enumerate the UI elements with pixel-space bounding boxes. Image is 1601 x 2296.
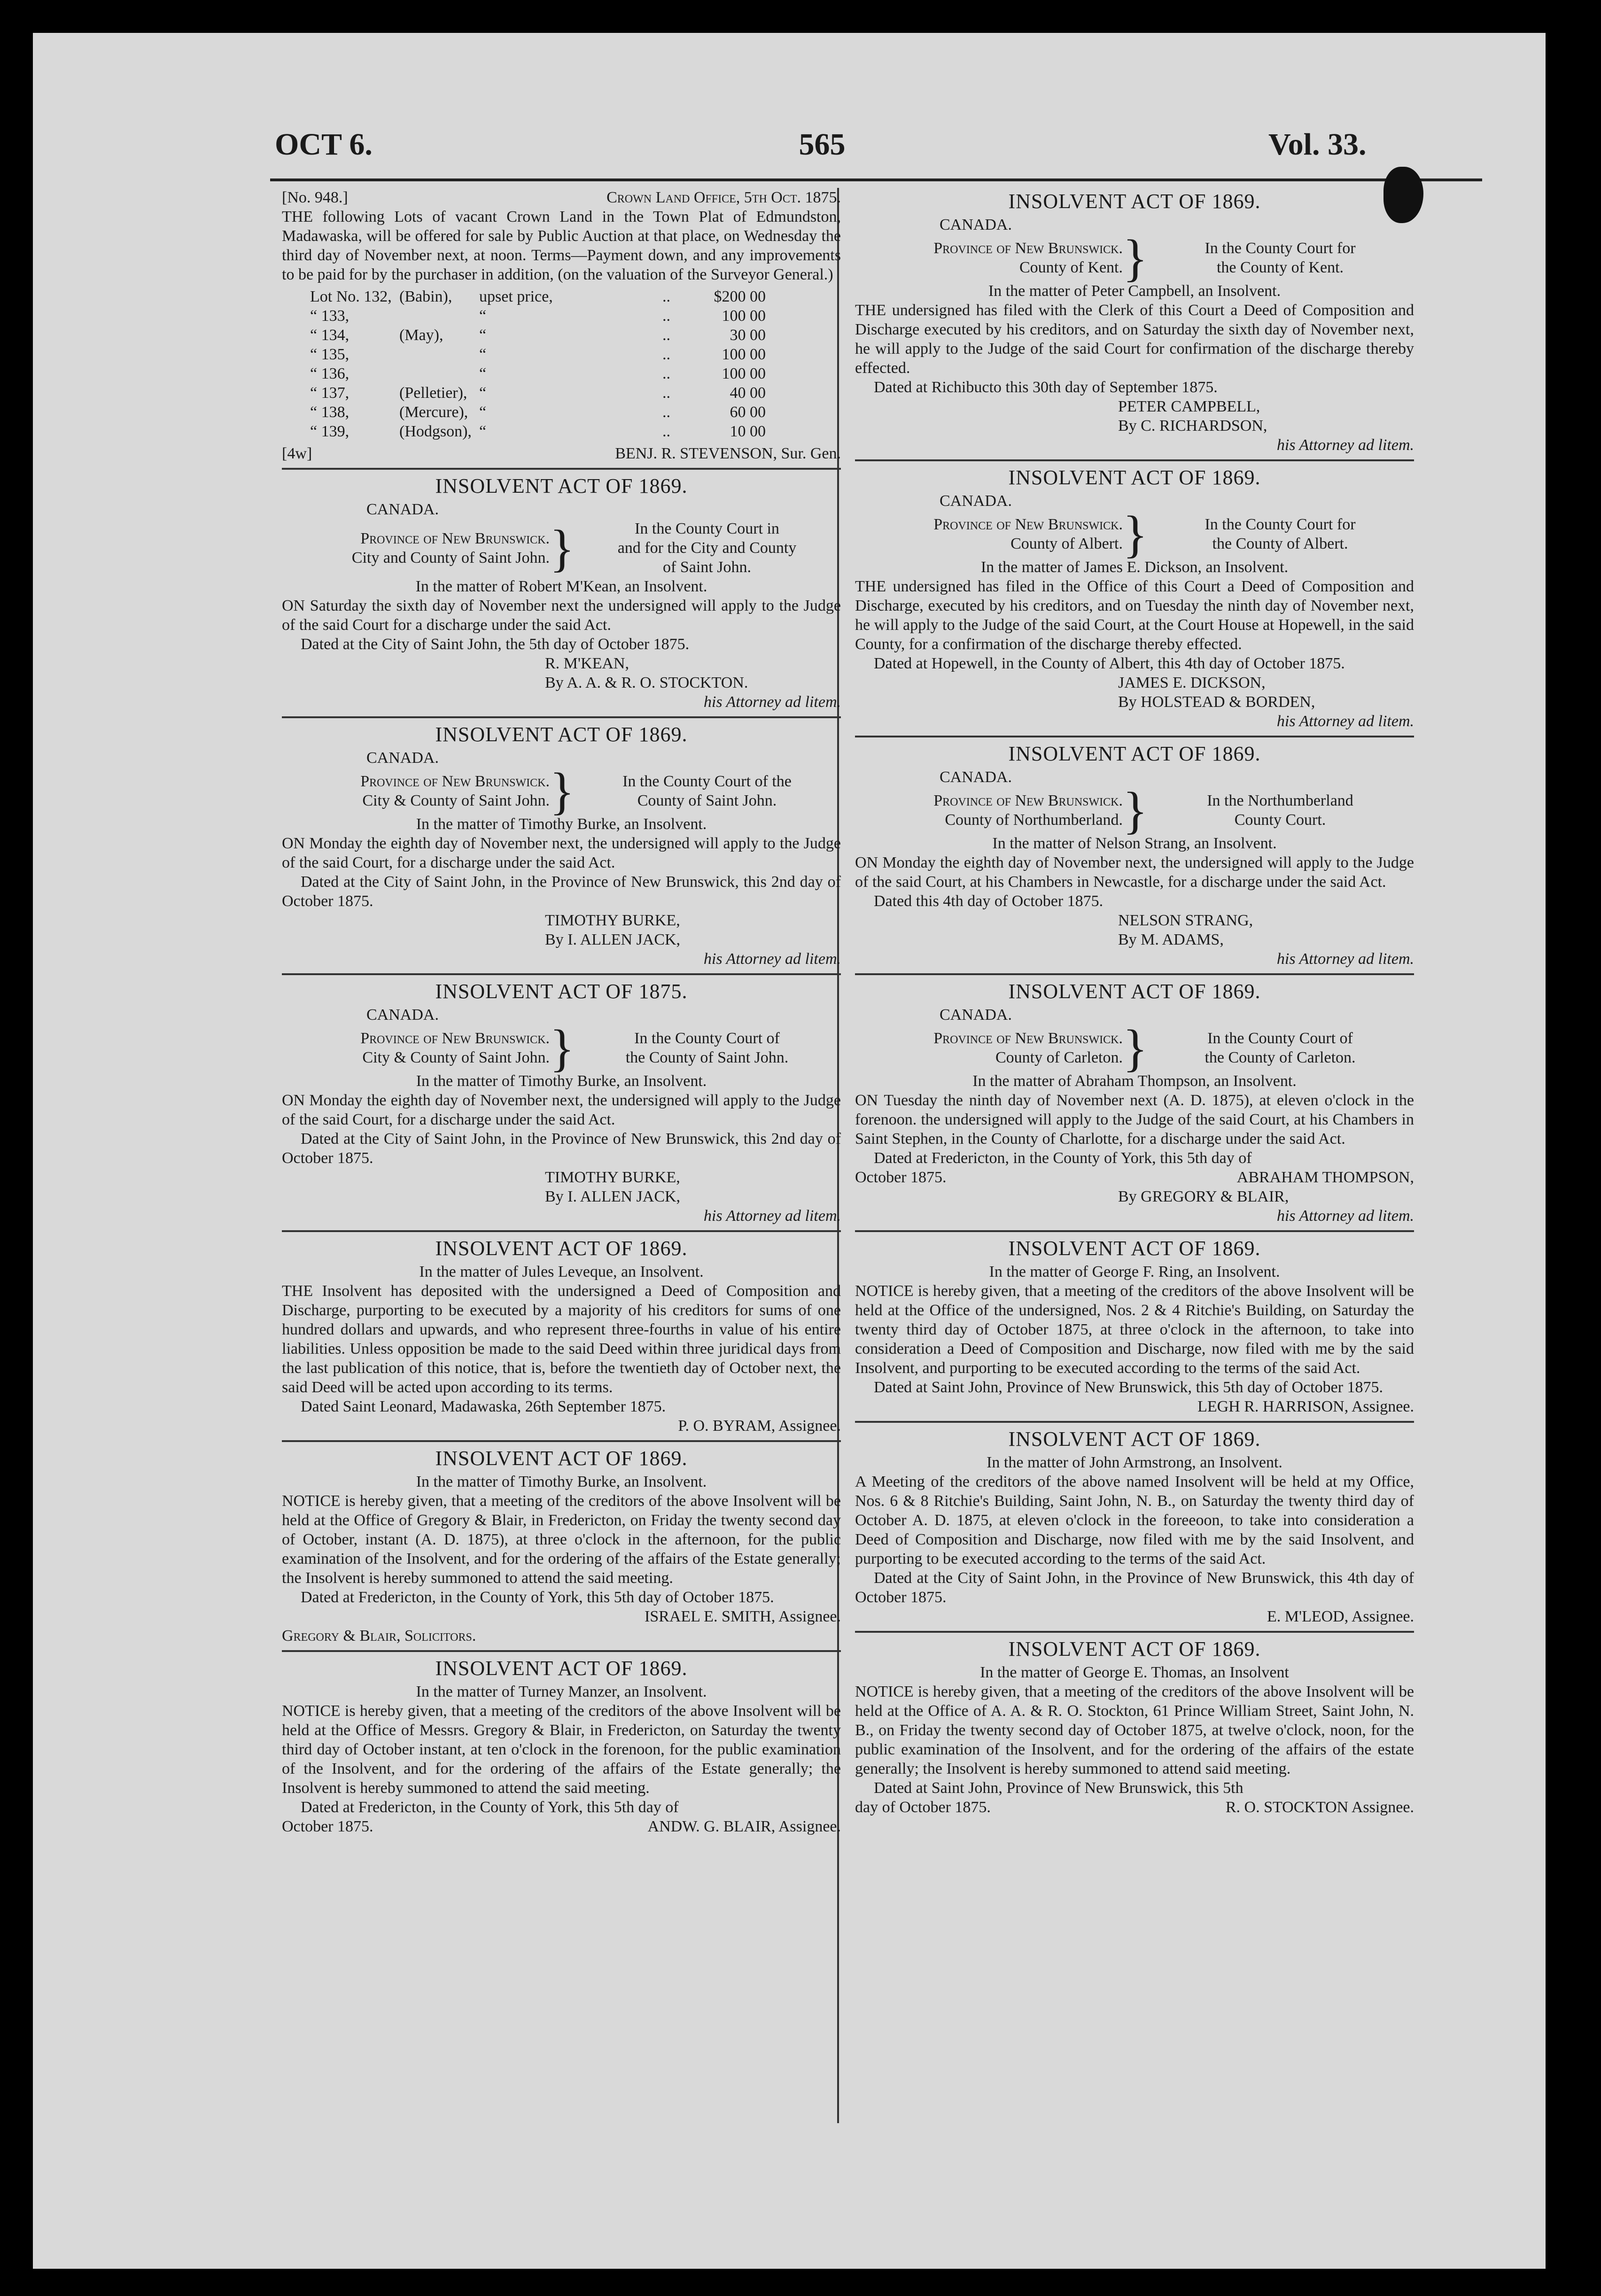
- notice-body: THE following Lots of vacant Crown Land in the Town Plat of Edmundston, Madawaska, will be offered for sale by Public Auction at that place, on Wednesday the third day of November next, at noon. Terms—Payment down, and any improvements to be paid for by the purchaser in addition, (on the valuation of the Surveyor General.): [282, 208, 841, 283]
- insolvent-notice: [282, 1445, 841, 1652]
- notice-title: INSOLVENT ACT OF 1869.: [435, 1657, 688, 1680]
- dated-line: Dated at Richibucto this 30th day of September 1875.: [874, 379, 1218, 396]
- court-block: Province of New Brunswick. County of Kent. } In the County Court for the County of Kent.: [933, 229, 1356, 287]
- solicitors-line: Gregory & Blair, Solicitors.: [282, 1627, 476, 1644]
- right-column: [855, 188, 1414, 1824]
- notice-title: INSOLVENT ACT OF 1869.: [1008, 980, 1261, 1003]
- matter-line: In the matter of Peter Campbell, an Insolvent.: [988, 282, 1281, 300]
- attorney-line: his Attorney ad litem.: [1276, 713, 1414, 730]
- by-line: By I. ALLEN JACK,: [545, 1188, 681, 1205]
- notice-title: INSOLVENT ACT OF 1869.: [1008, 1637, 1261, 1660]
- notice-body: A Meeting of the creditors of the above named Insolvent will be held at my Office, Nos. 6 & 8 Ritchie's Building, Saint John, N. B., on Saturday the twenty third day of October A. D. 1875, at eleven o'clock in the foreeoon, to take into consideration a Deed of Composition and Discharge, now filed with me by the said Insolvent, and purporting to be executed according to the terms of the said Act.: [855, 1473, 1414, 1567]
- notice-title: INSOLVENT ACT OF 1869.: [435, 474, 688, 497]
- attorney-line: his Attorney ad litem.: [703, 950, 841, 968]
- dated-line: Dated at the City of Saint John, in the Province of New Brunswick, this 2nd day of October 1875.: [282, 873, 841, 910]
- signature: TIMOTHY BURKE,: [545, 1169, 680, 1186]
- insolvent-notice: [282, 1235, 841, 1442]
- header-rule: [270, 178, 1482, 181]
- attorney-line: his Attorney ad litem.: [1276, 950, 1414, 968]
- attorney-line: his Attorney ad litem.: [703, 693, 841, 711]
- notice-body: THE undersigned has filed in the Office of this Court a Deed of Composition and Discharge, executed by his creditors, and on Tuesday the ninth day of November next, he will apply to the Judge of the said Court, at the Court House at Hopewell, in the said County, for a confirmation of the discharge thereby effected.: [855, 578, 1414, 653]
- volume-number: Vol. 33.: [1268, 127, 1367, 162]
- header-date: OCT 6.: [275, 127, 373, 162]
- insolvent-notice: [855, 188, 1414, 461]
- matter-line: In the matter of George E. Thomas, an Insolvent: [980, 1664, 1289, 1681]
- court-block: Province of New Brunswick. County of Northumberland. } In the Northumberland County Court.: [933, 782, 1353, 839]
- notice-title: INSOLVENT ACT OF 1869.: [1008, 1237, 1261, 1260]
- matter-line: In the matter of Abraham Thompson, an Insolvent.: [972, 1072, 1297, 1090]
- dated-line: Dated at Saint John, Province of New Brunswick, this 5th: [874, 1779, 1243, 1797]
- canada-label: CANADA.: [940, 768, 1012, 786]
- matter-line: In the matter of James E. Dickson, an Insolvent.: [980, 558, 1289, 576]
- lot-row: “ 134, (May), “ .. 30 00: [310, 326, 766, 344]
- insolvent-notice: [855, 740, 1414, 975]
- signature: NELSON STRANG,: [1118, 912, 1253, 929]
- lots-table: [310, 287, 841, 441]
- dated-line: Dated at Fredericton, in the County of York, this 5th day of October 1875.: [301, 1589, 774, 1606]
- court-block: Province of New Brunswick. County of Carleton. } In the County Court of the County of Carleton.: [933, 1019, 1356, 1077]
- by-line: By C. RICHARDSON,: [1118, 417, 1267, 434]
- notice-number: [No. 948.]: [282, 189, 348, 206]
- notice-body: ON Monday the eighth day of November next, the undersigned will apply to the Judge of the said Court, for a discharge under the said Act.: [282, 835, 841, 871]
- signature: LEGH R. HARRISON, Assignee.: [1197, 1398, 1414, 1415]
- canada-label: CANADA.: [940, 1006, 1012, 1024]
- insolvent-notice: [855, 978, 1414, 1232]
- by-line: By M. ADAMS,: [1118, 931, 1224, 948]
- insolvent-notice: [282, 721, 841, 975]
- notice-title: INSOLVENT ACT OF 1869.: [435, 723, 688, 746]
- dated-line: Dated at the City of Saint John, in the Province of New Brunswick, this 4th day of October 1875.: [855, 1569, 1414, 1606]
- matter-line: In the matter of Nelson Strang, an Insolvent.: [992, 835, 1277, 852]
- dated-line: Dated at Fredericton, in the County of York, this 5th day of: [301, 1799, 679, 1816]
- attorney-line: his Attorney ad litem.: [703, 1207, 841, 1225]
- dated-line: Dated at Hopewell, in the County of Albert, this 4th day of October 1875.: [874, 655, 1345, 672]
- court-block: Province of New Brunswick. City & County of Saint John. } In the County Court of the County of Saint John.: [360, 762, 792, 820]
- canada-label: CANADA.: [366, 1006, 439, 1024]
- insertion-code: [4w]: [282, 445, 312, 462]
- insolvent-notice: [855, 464, 1414, 737]
- lot-row: “ 138, (Mercure), “ .. 60 00: [310, 403, 766, 421]
- dated-line: Dated at Saint John, Province of New Brunswick, this 5th day of October 1875.: [874, 1379, 1383, 1396]
- signature: ISRAEL E. SMITH, Assignee.: [644, 1608, 841, 1625]
- canada-label: CANADA.: [366, 749, 439, 767]
- signature: PETER CAMPBELL,: [1118, 398, 1260, 415]
- lot-row: “ 137, (Pelletier), “ .. 40 00: [310, 384, 766, 402]
- signature: R. O. STOCKTON Assignee.: [1225, 1799, 1414, 1816]
- by-line: By HOLSTEAD & BORDEN,: [1118, 693, 1315, 711]
- notice-title: INSOLVENT ACT OF 1869.: [435, 1237, 688, 1260]
- by-line: By A. A. & R. O. STOCKTON.: [545, 674, 748, 691]
- lot-row: “ 133, “ .. 100 00: [310, 307, 766, 325]
- notice-title: INSOLVENT ACT OF 1869.: [1008, 190, 1261, 213]
- canada-label: CANADA.: [366, 501, 439, 518]
- dated-line: Dated this 4th day of October 1875.: [874, 892, 1104, 910]
- notice-title: INSOLVENT ACT OF 1869.: [1008, 742, 1261, 765]
- notice-body: ON Monday the eighth day of November next, the undersigned will apply to the Judge of the said Court, for a discharge under the said Act.: [282, 1092, 841, 1128]
- signature: E. M'LEOD, Assignee.: [1267, 1608, 1414, 1625]
- matter-line: In the matter of Timothy Burke, an Insolvent.: [416, 1473, 707, 1490]
- lot-row: Lot No. 132, (Babin), upset price, .. $200 00: [310, 288, 766, 305]
- court-block: Province of New Brunswick. City and County of Saint John. } In the County Court in and for the City and County of Saint John.: [351, 519, 797, 577]
- notice-body: NOTICE is hereby given, that a meeting of the creditors of the above Insolvent will be held at the Office of the undersigned, Nos. 2 & 4 Ritchie's Building, on Saturday the twenty third day of October 1875, at three o'clock in the afternoon, to take into consideration a Deed of Composition and Discharge, now filed with me by the said Insolvent, and purporting to be executed according to the terms of the said Act.: [855, 1282, 1414, 1377]
- attorney-line: his Attorney ad litem.: [1276, 436, 1414, 454]
- notice-body: THE undersigned has filed with the Clerk of this Court a Deed of Composition and Discharge executed by his creditors, and on Saturday the sixth day of November next, he will apply to the Judge of the said Court for confirmation of the discharge thereby effected.: [855, 302, 1414, 377]
- lot-row: “ 139, (Hodgson), “ .. 10 00: [310, 423, 766, 440]
- page-number: 565: [799, 127, 846, 162]
- signature: BENJ. R. STEVENSON, Sur. Gen.: [615, 445, 841, 462]
- notice-title: INSOLVENT ACT OF 1869.: [435, 1447, 688, 1470]
- dated-line: Dated at Fredericton, in the County of York, this 5th day of: [874, 1149, 1252, 1167]
- lot-row: “ 135, “ .. 100 00: [310, 346, 766, 363]
- matter-line: In the matter of George F. Ring, an Insolvent.: [989, 1263, 1280, 1280]
- matter-line: In the matter of Turney Manzer, an Insolvent.: [416, 1683, 707, 1700]
- signature: P. O. BYRAM, Assignee.: [678, 1417, 841, 1435]
- insolvent-notice: [855, 1636, 1414, 1822]
- notice-body: ON Monday the eighth day of November next, the undersigned will apply to the Judge of the said Court, at his Chambers in Newcastle, for a discharge under the said Act.: [855, 854, 1414, 891]
- insolvent-notice: [282, 473, 841, 718]
- dated-line-end: October 1875.: [282, 1818, 373, 1835]
- notice-title: INSOLVENT ACT OF 1875.: [435, 980, 688, 1003]
- attorney-line: his Attorney ad litem.: [1276, 1207, 1414, 1225]
- by-line: By GREGORY & BLAIR,: [1118, 1188, 1289, 1205]
- signature: ABRAHAM THOMPSON,: [1236, 1169, 1414, 1186]
- canada-label: CANADA.: [940, 492, 1012, 510]
- matter-line: In the matter of Timothy Burke, an Insolvent.: [416, 815, 707, 833]
- insolvent-notice: [855, 1426, 1414, 1633]
- dated-line: Dated at the City of Saint John, in the Province of New Brunswick, this 2nd day of October 1875.: [282, 1130, 841, 1167]
- signature: JAMES E. DICKSON,: [1118, 674, 1266, 691]
- insolvent-notice: [282, 978, 841, 1232]
- matter-line: In the matter of Jules Leveque, an Insolvent.: [419, 1263, 704, 1280]
- dated-line-end: day of October 1875.: [855, 1799, 991, 1816]
- by-line: By I. ALLEN JACK,: [545, 931, 681, 948]
- dated-line-end: October 1875.: [855, 1169, 947, 1186]
- notice-body: NOTICE is hereby given, that a meeting of the creditors of the above Insolvent will be held at the Office of Gregory & Blair, in Fredericton, on Friday the twenty second day of October, instant (A. D. 1875), at three o'clock in the afternoon, for the public examination of the Insolvent, and for the ordering of the affairs of the Estate generally; the Insolvent is hereby summoned to attend the said meeting.: [282, 1492, 841, 1587]
- signature: TIMOTHY BURKE,: [545, 912, 680, 929]
- crown-land-notice: [282, 188, 841, 470]
- notice-body: NOTICE is hereby given, that a meeting of the creditors of the above Insolvent will be held at the Office of Messrs. Gregory & Blair, in Fredericton, on Saturday the twenty third day of October instant, at ten o'clock in the forenoon, for the public examination of the Insolvent, and for the ordering of the affairs of the Estate generally; the Insolvent is hereby summoned to attend the said meeting.: [282, 1702, 841, 1797]
- notice-title: INSOLVENT ACT OF 1869.: [1008, 1427, 1261, 1451]
- notice-body: ON Tuesday the ninth day of November next (A. D. 1875), at eleven o'clock in the forenoon. the undersigned will apply to the Judge of the said Court, at his Chambers in Saint Stephen, in the County of Charlotte, for a discharge under the said Act.: [855, 1092, 1414, 1148]
- matter-line: In the matter of John Armstrong, an Insolvent.: [987, 1454, 1282, 1471]
- canada-label: CANADA.: [940, 216, 1012, 233]
- left-column: [282, 188, 841, 1844]
- signature: R. M'KEAN,: [545, 655, 629, 672]
- court-block: Province of New Brunswick. City & County of Saint John. } In the County Court of the County of Saint John.: [360, 1019, 789, 1077]
- dated-line: Dated at the City of Saint John, the 5th day of October 1875.: [301, 636, 690, 653]
- notice-body: ON Saturday the sixth day of November next the undersigned will apply to the Judge of the said Court for a discharge under the said Act.: [282, 597, 841, 634]
- court-block: Province of New Brunswick. County of Albert. } In the County Court for the County of Albert.: [933, 505, 1356, 563]
- notice-title: INSOLVENT ACT OF 1869.: [1008, 466, 1261, 489]
- insolvent-notice: [282, 1655, 841, 1841]
- signature: ANDW. G. BLAIR, Assignee.: [647, 1818, 841, 1835]
- notice-body: NOTICE is hereby given, that a meeting of the creditors of the above Insolvent will be held at the Office of A. A. & R. O. Stockton, 61 Prince William Street, Saint John, N. B., on Friday the twenty second day of October 1875, at twelve o'clock, noon, for the public examination of the Insolvent, and for the ordering of the affairs of the estate generally; the Insolvent is hereby summoned to attend said meeting.: [855, 1683, 1414, 1777]
- dated-line: Dated Saint Leonard, Madawaska, 26th September 1875.: [301, 1398, 666, 1415]
- insolvent-notice: [855, 1235, 1414, 1423]
- lot-row: “ 136, “ .. 100 00: [310, 365, 766, 382]
- matter-line: In the matter of Robert M'Kean, an Insolvent.: [415, 578, 707, 595]
- matter-line: In the matter of Timothy Burke, an Insolvent.: [416, 1072, 707, 1090]
- gazette-page: [33, 33, 1546, 2269]
- notice-body: THE Insolvent has deposited with the undersigned a Deed of Composition and Discharge, purporting to be executed by a majority of his creditors for sums of one hundred dollars and upwards, and who represent three-fourths in value of his entire liabilities. Unless opposition be made to the said Deed within three juridical days from the last publication of this notice, that is, before the twentieth day of October next, the said Deed will be acted upon according to its terms.: [282, 1282, 841, 1396]
- office-line: Crown Land Office, 5th Oct. 1875.: [606, 189, 841, 206]
